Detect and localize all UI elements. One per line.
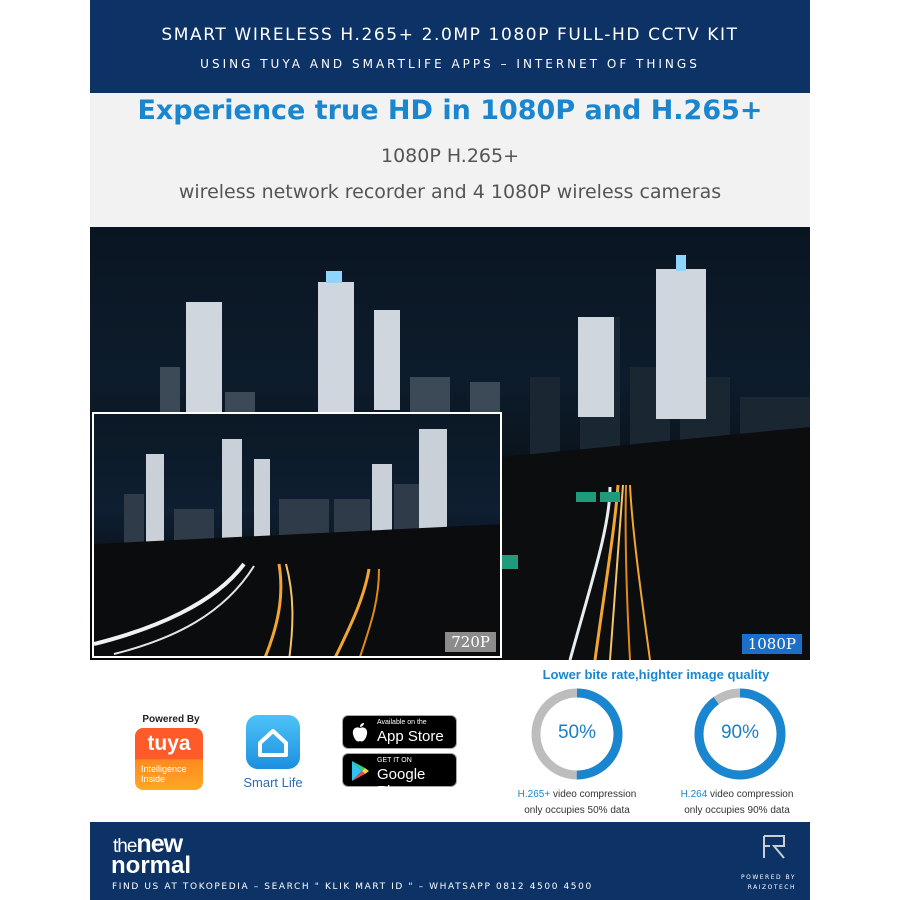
h264-desc-2: only occupies 90% data bbox=[684, 805, 790, 816]
tuya-name: tuya bbox=[147, 732, 191, 755]
resolution-badge-1080p: 1080P bbox=[742, 634, 802, 654]
google-play-badge[interactable] bbox=[342, 753, 457, 800]
h265-ring bbox=[529, 686, 625, 782]
poster-title: SMART WIRELESS H.265+ 2.0MP 1080P FULL-HD CCTV KIT bbox=[161, 25, 739, 45]
intro-line-2: wireless network recorder and 4 1080P wireless cameras bbox=[178, 181, 722, 203]
raizotech-name: RAIZOTECH bbox=[747, 884, 796, 891]
tuya-tagline bbox=[141, 764, 187, 784]
h265-caption bbox=[502, 787, 652, 819]
h264-codec: H.264 bbox=[680, 789, 708, 800]
compression-title: Lower bite rate,highter image quality bbox=[542, 667, 770, 682]
tuya-tagline-1: Intelligence bbox=[141, 764, 187, 774]
compression-panel bbox=[502, 660, 810, 822]
app-store-small-text: Available on the bbox=[377, 719, 427, 726]
google-play-small-text: GET IT ON bbox=[377, 757, 412, 764]
brand-new: new bbox=[136, 830, 183, 858]
apple-icon bbox=[350, 722, 370, 744]
tuya-logo bbox=[135, 714, 207, 790]
h265-percent: 50% bbox=[557, 722, 597, 743]
house-icon bbox=[246, 715, 300, 769]
app-store-label: App Store bbox=[377, 728, 444, 745]
h265-desc-1: video compression bbox=[550, 789, 637, 800]
tuya-badge bbox=[135, 728, 203, 790]
poster-subtitle: USING TUYA AND SMARTLIFE APPS – INTERNET OF THINGS bbox=[200, 57, 700, 71]
intro-headline: Experience true HD in 1080P and H.265+ bbox=[137, 95, 763, 126]
powered-by-label: POWERED BY bbox=[740, 874, 796, 881]
google-play-label: Google Play bbox=[377, 766, 426, 800]
app-logos-area bbox=[90, 660, 500, 822]
google-play-icon bbox=[350, 760, 370, 782]
h264-percent: 90% bbox=[720, 722, 760, 743]
h265-desc-2: only occupies 50% data bbox=[524, 805, 630, 816]
h264-ring bbox=[692, 686, 788, 782]
header-banner bbox=[90, 0, 810, 93]
brand-normal: normal bbox=[111, 852, 192, 879]
tuya-powered-by: Powered By bbox=[142, 714, 200, 725]
h264-caption bbox=[662, 787, 812, 819]
raizotech-logo-icon bbox=[760, 832, 790, 862]
app-store-badge[interactable] bbox=[342, 715, 457, 749]
h265-codec: H.265+ bbox=[517, 789, 551, 800]
smart-life-logo bbox=[240, 715, 306, 790]
contact-line: FIND US AT TOKOPEDIA – SEARCH " KLIK MART ID " – WHATSAPP 0812 4500 4500 bbox=[112, 882, 593, 892]
brand-the: the bbox=[113, 836, 137, 857]
city-night-photo bbox=[90, 227, 810, 660]
footer-banner bbox=[90, 822, 810, 900]
resolution-badge-720p: 720P bbox=[445, 632, 496, 652]
inset-720p-photo bbox=[92, 412, 502, 658]
tuya-tagline-2: Inside bbox=[141, 774, 166, 784]
intro-line-1: 1080P H.265+ bbox=[380, 145, 520, 167]
intro-section bbox=[90, 93, 810, 227]
h264-desc-1: video compression bbox=[707, 789, 794, 800]
smart-life-label: Smart Life bbox=[243, 775, 303, 790]
inset-skyline-illustration bbox=[94, 414, 502, 658]
product-poster bbox=[90, 0, 810, 900]
